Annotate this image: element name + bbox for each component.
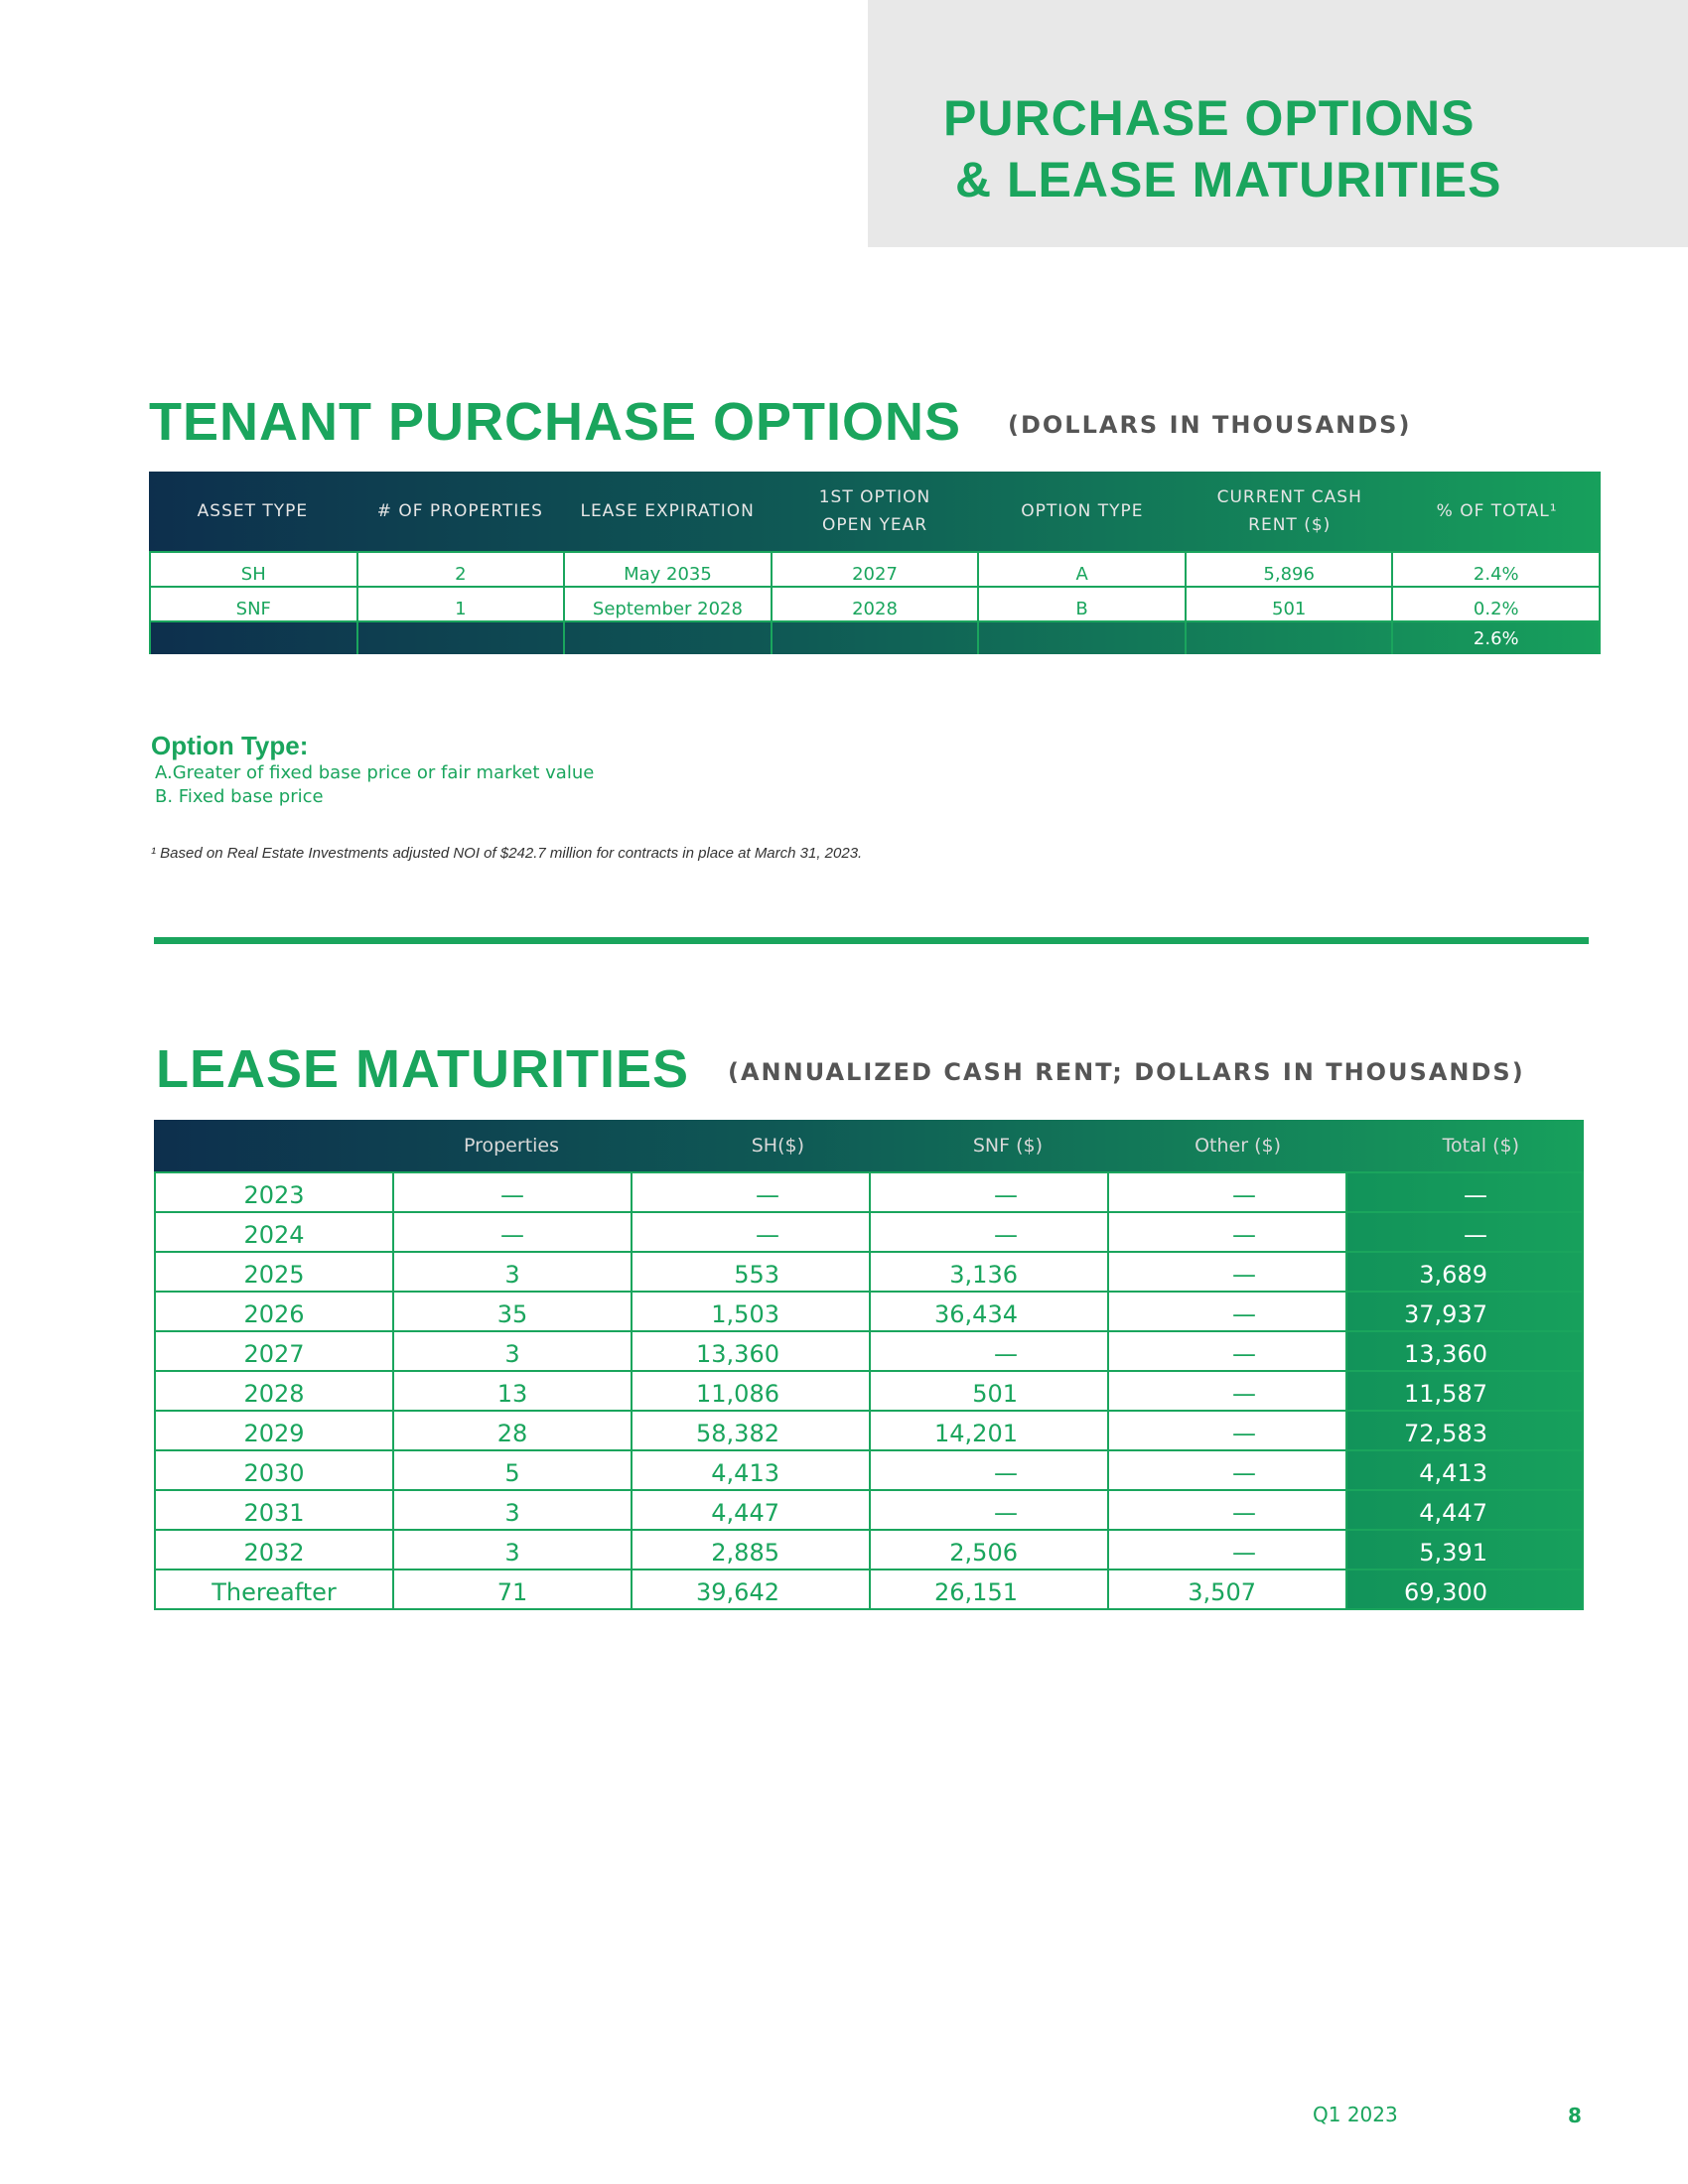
column-header: SNF ($) (972, 1135, 1043, 1157)
column-header: ASSET TYPE (197, 501, 309, 521)
table-cell: — (631, 1173, 869, 1211)
total-cell (356, 622, 564, 654)
table-cell: SH (149, 553, 356, 586)
table-cell: 2,885 (631, 1531, 869, 1569)
table-cell: 5,391 (1345, 1531, 1584, 1569)
year-cell: 2030 (154, 1451, 392, 1489)
column-header: # OF PROPERTIES (376, 501, 543, 521)
table-row (154, 1570, 1584, 1610)
page-number: 8 (1568, 2104, 1582, 2127)
year-cell: 2024 (154, 1213, 392, 1251)
page-title-line2: & LEASE MATURITIES (955, 152, 1502, 207)
table-cell: 5,896 (1185, 553, 1392, 586)
table-cell: — (1107, 1213, 1345, 1251)
table-cell: — (869, 1213, 1107, 1251)
purchase-options-subtitle: (DOLLARS IN THOUSANDS) (1008, 411, 1412, 439)
table-cell: 14,201 (869, 1412, 1107, 1449)
table-cell: 2.4% (1391, 553, 1601, 586)
year-cell: 2023 (154, 1173, 392, 1211)
table-cell: 13,360 (631, 1332, 869, 1370)
table-cell: 2,506 (869, 1531, 1107, 1569)
year-cell: 2028 (154, 1372, 392, 1410)
table-cell: 4,413 (1345, 1451, 1584, 1489)
year-cell: 2026 (154, 1293, 392, 1330)
table-cell: 4,447 (631, 1491, 869, 1529)
table-cell: 2027 (771, 553, 978, 586)
table-cell: — (869, 1491, 1107, 1529)
table-cell: — (1107, 1253, 1345, 1291)
lease-maturities-table (154, 1120, 1584, 1610)
table-cell: 4,447 (1345, 1491, 1584, 1529)
column-header: CURRENT CASH RENT ($) (1216, 487, 1362, 535)
option-type-title: Option Type: (151, 731, 309, 760)
column-header: % OF TOTAL¹ (1436, 501, 1558, 521)
table-cell: — (869, 1173, 1107, 1211)
table-cell: 71 (392, 1570, 631, 1608)
table-row (154, 1173, 1584, 1213)
table-cell: — (392, 1213, 631, 1251)
table-cell: — (1107, 1451, 1345, 1489)
table-row (154, 1253, 1584, 1293)
purchase-options-header-row (149, 472, 1601, 551)
table-cell: 4,413 (631, 1451, 869, 1489)
table-row (149, 553, 1601, 588)
table-cell: — (1107, 1412, 1345, 1449)
table-cell: May 2035 (563, 553, 771, 586)
total-cell (563, 622, 771, 654)
table-cell: 553 (631, 1253, 869, 1291)
table-cell: — (631, 1213, 869, 1251)
table-cell: 2028 (771, 588, 978, 620)
table-cell: 501 (1185, 588, 1392, 620)
table-row (154, 1293, 1584, 1332)
table-cell: 69,300 (1345, 1570, 1584, 1608)
table-cell: 5 (392, 1451, 631, 1489)
option-type-a: A.Greater of fixed base price or fair market value (155, 762, 595, 783)
table-cell: 1,503 (631, 1293, 869, 1330)
table-cell: 72,583 (1345, 1412, 1584, 1449)
table-cell: A (977, 553, 1185, 586)
table-cell: 13 (392, 1372, 631, 1410)
table-row (154, 1451, 1584, 1491)
section-divider (154, 937, 1589, 944)
option-type-b: B. Fixed base price (155, 786, 324, 807)
total-row (149, 622, 1601, 654)
table-cell: — (1345, 1173, 1584, 1211)
table-cell: 1 (356, 588, 564, 620)
table-cell: — (392, 1173, 631, 1211)
table-cell: 37,937 (1345, 1293, 1584, 1330)
table-row (149, 588, 1601, 622)
lease-maturities-subtitle: (ANNUALIZED CASH RENT; DOLLARS IN THOUSANDS) (728, 1058, 1525, 1086)
total-cell (149, 622, 356, 654)
year-cell: 2032 (154, 1531, 392, 1569)
table-cell: 35 (392, 1293, 631, 1330)
table-row (154, 1213, 1584, 1253)
table-row (154, 1531, 1584, 1570)
year-cell: 2029 (154, 1412, 392, 1449)
table-cell: 13,360 (1345, 1332, 1584, 1370)
table-cell: 501 (869, 1372, 1107, 1410)
table-cell: — (1107, 1332, 1345, 1370)
table-cell: 2 (356, 553, 564, 586)
total-cell (771, 622, 978, 654)
table-cell: 36,434 (869, 1293, 1107, 1330)
year-cell: 2025 (154, 1253, 392, 1291)
year-cell: Thereafter (154, 1570, 392, 1608)
column-header: SH($) (751, 1135, 804, 1157)
year-cell: 2027 (154, 1332, 392, 1370)
table-cell: 3 (392, 1332, 631, 1370)
year-cell: 2031 (154, 1491, 392, 1529)
table-cell: 3 (392, 1531, 631, 1569)
table-cell: B (977, 588, 1185, 620)
table-cell: 3 (392, 1491, 631, 1529)
table-row (154, 1491, 1584, 1531)
total-cell (1185, 622, 1392, 654)
purchase-options-title: TENANT PURCHASE OPTIONS (149, 392, 962, 452)
page-title (943, 87, 1501, 210)
table-cell: SNF (149, 588, 356, 620)
column-header: Properties (463, 1135, 560, 1157)
column-header: LEASE EXPIRATION (580, 501, 755, 521)
table-row (154, 1412, 1584, 1451)
table-cell: 3,136 (869, 1253, 1107, 1291)
footer-quarter: Q1 2023 (1313, 2103, 1398, 2126)
footnote: ¹ Based on Real Estate Investments adjusted NOI of $242.7 million for contracts in place at March 31, 2023. (151, 845, 863, 862)
table-cell: 0.2% (1391, 588, 1601, 620)
table-cell: — (1107, 1293, 1345, 1330)
page-title-line1: PURCHASE OPTIONS (943, 90, 1476, 146)
table-cell: — (1345, 1213, 1584, 1251)
table-row (154, 1332, 1584, 1372)
lease-table-body (154, 1173, 1584, 1610)
table-cell: 11,587 (1345, 1372, 1584, 1410)
table-cell: 39,642 (631, 1570, 869, 1608)
table-cell: — (1107, 1372, 1345, 1410)
table-cell: 26,151 (869, 1570, 1107, 1608)
column-header: Total ($) (1442, 1135, 1519, 1157)
column-header: OPTION TYPE (1021, 501, 1144, 521)
table-cell: — (869, 1332, 1107, 1370)
table-cell: 3,689 (1345, 1253, 1584, 1291)
column-header: Other ($) (1195, 1135, 1281, 1157)
table-cell: 58,382 (631, 1412, 869, 1449)
table-cell: — (1107, 1173, 1345, 1211)
purchase-options-table (149, 472, 1601, 654)
lease-header-row (154, 1120, 1584, 1171)
column-header: 1ST OPTION OPEN YEAR (818, 487, 931, 535)
table-cell: 11,086 (631, 1372, 869, 1410)
table-row (154, 1372, 1584, 1412)
table-cell: 3 (392, 1253, 631, 1291)
table-cell: September 2028 (563, 588, 771, 620)
table-cell: 3,507 (1107, 1570, 1345, 1608)
lease-maturities-title: LEASE MATURITIES (156, 1039, 690, 1099)
column-header (154, 1120, 392, 1171)
total-percent: 2.6% (1391, 622, 1601, 654)
table-cell: — (869, 1451, 1107, 1489)
table-cell: 28 (392, 1412, 631, 1449)
table-cell: — (1107, 1491, 1345, 1529)
table-cell: — (1107, 1531, 1345, 1569)
total-cell (977, 622, 1185, 654)
